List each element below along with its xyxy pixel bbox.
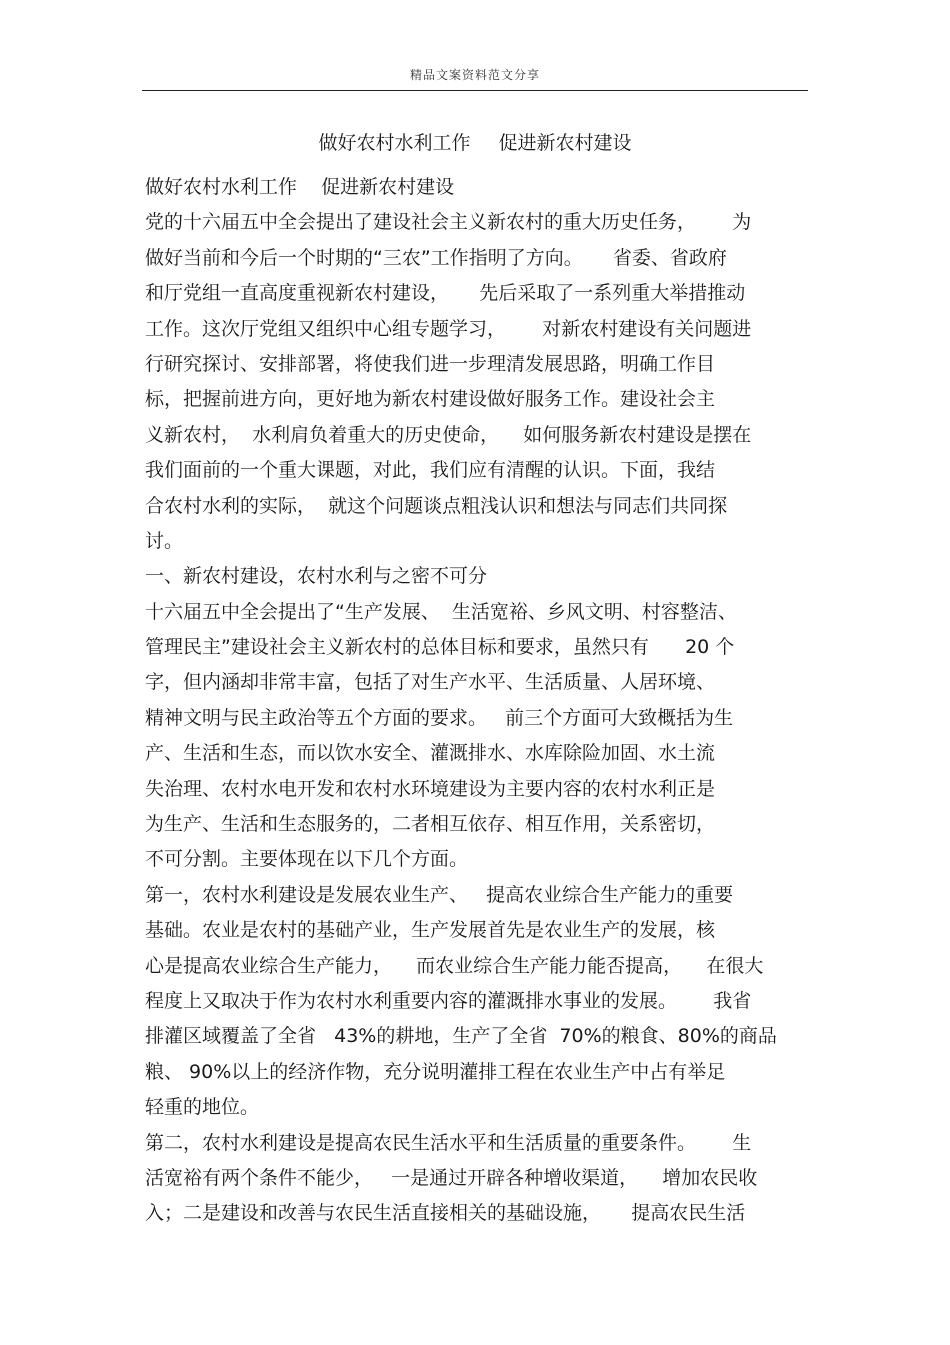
- body-line: 做好当前和今后一个时期的“三农”工作指明了方向。 省委、省政府: [145, 246, 727, 269]
- body-line: 我们面前的一个重大课题，对此，我们应有清醒的认识。下面，我结: [145, 459, 716, 482]
- body-line: 产、生活和生态，而以饮水安全、灌溉排水、水库除险加固、水土流: [145, 742, 716, 765]
- body-line: 十六届五中全会提出了“生产发展、 生活宽裕、乡风文明、村容整洁、: [145, 600, 737, 623]
- body-line: 轻重的地位。: [145, 1096, 260, 1119]
- body-line: 字，但内涵却非常丰富，包括了对生产水平、生活质量、人居环境、: [145, 671, 716, 694]
- body-line: 标，把握前进方向，更好地为新农村建设做好服务工作。建设社会主: [145, 388, 716, 411]
- body-line: 义新农村， 水利肩负着重大的历史使命， 如何服务新农村建设是摆在: [145, 423, 752, 446]
- body-line: 做好农村水利工作 促进新农村建设: [145, 176, 455, 198]
- header-divider: [142, 90, 808, 91]
- body-line: 党的十六届五中全会提出了建设社会主义新农村的重大历史任务， 为: [145, 211, 752, 234]
- body-line: 不可分割。主要体现在以下几个方面。: [145, 848, 469, 871]
- body-line: 排灌区域覆盖了全省 43%的耕地，生产了全省 70%的粮食、80%的商品: [145, 1025, 777, 1048]
- body-line: 合农村水利的实际， 就这个问题谈点粗浅认识和想法与同志们共同探: [145, 494, 728, 517]
- body-line: 精神文明与民主政治等五个方面的要求。 前三个方面可大致概括为生: [145, 706, 734, 729]
- body-line: 行研究探讨、安排部署，将使我们进一步理清发展思路，明确工作目: [145, 352, 716, 375]
- body-line: 粮、 90%以上的经济作物，充分说明灌排工程在农业生产中占有举足: [145, 1060, 726, 1083]
- body-line: 失治理、农村水电开发和农村水环境建设为主要内容的农村水利正是: [145, 777, 716, 800]
- body-line: 一、新农村建设，农村水利与之密不可分: [145, 565, 488, 588]
- body-line: 基础。农业是农村的基础产业，生产发展首先是农业生产的发展，核: [145, 919, 716, 942]
- body-line: 和厅党组一直高度重视新农村建设， 先后采取了一系列重大举措推动: [145, 282, 746, 305]
- body-line: 为生产、生活和生态服务的，二者相互依存、相互作用，关系密切，: [145, 813, 716, 836]
- body-line: 入；二是建设和改善与农民生活直接相关的基础设施， 提高农民生活: [145, 1202, 746, 1225]
- page-header-label: 精品文案资料范文分享: [409, 68, 540, 82]
- body-line: 心是提高农业综合生产能力， 而农业综合生产能力能否提高， 在很大: [145, 954, 764, 977]
- document-body: [145, 170, 815, 1232]
- body-line: 程度上又取决于作为农村水利重要内容的灌溉排水事业的发展。 我省: [145, 989, 752, 1012]
- body-line: 工作。这次厅党组又组织中心组专题学习， 对新农村建设有关问题进: [145, 317, 752, 340]
- body-line: 管理民主”建设社会主义新农村的总体目标和要求，虽然只有 20 个: [145, 636, 735, 659]
- body-line: 活宽裕有两个条件不能少， 一是通过开辟各种增收渠道， 增加农民收: [145, 1166, 758, 1189]
- document-title: 做好农村水利工作 促进新农村建设: [318, 132, 632, 154]
- body-line: 第一，农村水利建设是发展农业生产、 提高农业综合生产能力的重要: [145, 883, 734, 906]
- body-line: 第二，农村水利建设是提高农民生活水平和生活质量的重要条件。 生: [145, 1131, 752, 1154]
- body-line: 讨。: [145, 529, 184, 552]
